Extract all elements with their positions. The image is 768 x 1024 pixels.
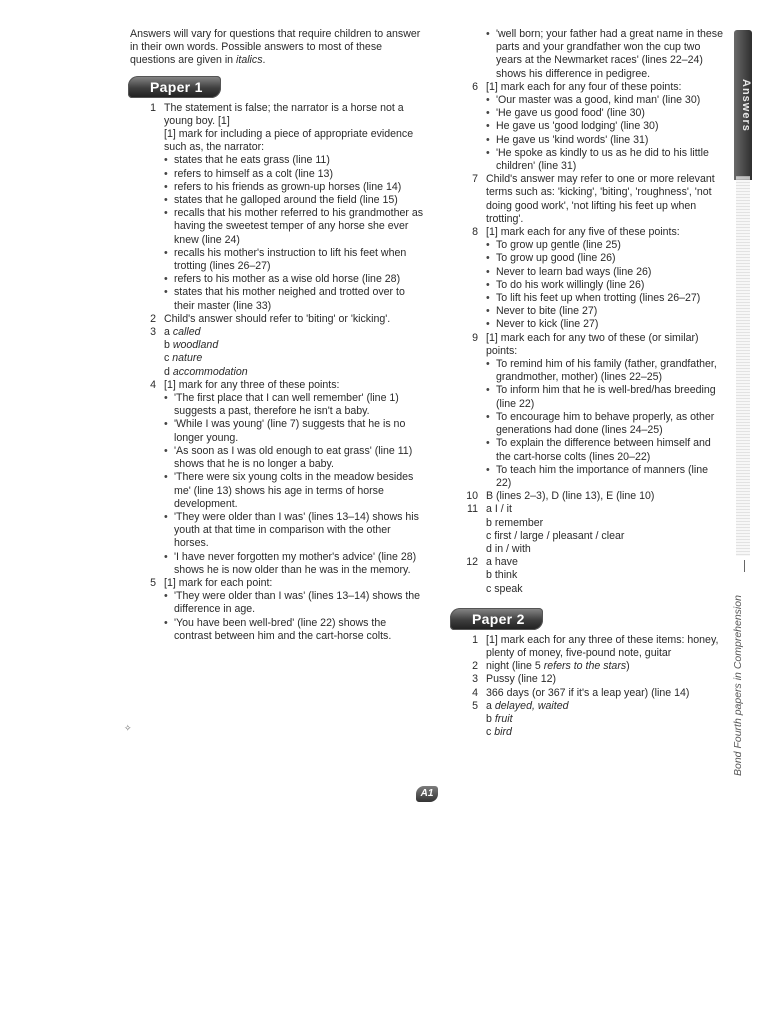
list-item: • To do his work willingly (line 26) (486, 279, 724, 292)
paper-1-heading: Paper 1 (128, 76, 221, 98)
list-item: • 'He spoke as kindly to us as he did to his little children' (line 31) (486, 147, 724, 173)
list-item: • To explain the difference between himself and the cart-horse colts (lines 20–22) (486, 437, 724, 463)
list-item: • 'The first place that I can well remember' (line 1) suggests a past, therefore he isn't a baby. (164, 392, 426, 418)
question-5-continued (452, 28, 724, 81)
question-7: 7 Child's answer may refer to one or more relevant terms such as: 'kicking', 'biting', 'roughness', 'not doing good work', 'not lifting his feet up when trotting'. (472, 173, 715, 225)
list-item: • He gave us 'kind words' (line 31) (486, 134, 724, 147)
list-item: • states that he eats grass (line 11) (164, 154, 426, 167)
list-item: • To lift his feet up when trotting (lines 26–27) (486, 292, 724, 305)
list-item: • 'As soon as I was old enough to eat grass' (line 11) shows that he is no longer a baby. (164, 445, 426, 471)
list-item: • 'While I was young' (line 7) suggests that he is no longer young. (164, 418, 426, 444)
question-8: 8 [1] mark each for any five of these points: • To grow up gentle (line 25) • To grow up good (line 26) • Never to learn bad ways (line 26) • To do his work willingly (line 26) • To lift his feet up when trotting (lines 26–27) • Never to bite (line 27) • Never to kick (line 27) (452, 226, 724, 332)
list-item: • 'There were six young colts in the meadow besides me' (line 13) shows his age in terms of horse development. (164, 471, 426, 511)
answers-side-tab-label: Answers (740, 78, 752, 132)
p2-question-2: 2 night (line 5 refers to the stars) (472, 660, 630, 673)
stray-mark: ✧ (124, 723, 132, 733)
question-4: 4 [1] mark for any three of these points: • 'The first place that I can well remember' (line 1) suggests a past, therefore he isn't a baby. • 'While I was young' (line 7) suggests that he is no longer young. • 'As soon as I was old enough to eat grass' (line 11) shows that he is no longer a baby. • 'There were six young colts in the meadow besides me' (line 13) shows his age in terms of horse development. • 'They were older than I was' (lines 13–14) shows his youth at that time in comparison with the other horses. • 'I have never forgotten my mother's advice' (line 28) shows he is now older than he was in the memory. (130, 379, 426, 577)
question-3: 3 a called b woodland c nature d accommodation (150, 326, 248, 378)
list-item: • 'Our master was a good, kind man' (line 30) (486, 94, 724, 107)
intro-text: Answers will vary for questions that require children to answer in their own words. Possible answers to most of these questions are given in italics. (130, 28, 421, 67)
list-item: • To teach him the importance of manners (line 22) (486, 464, 724, 490)
p2-question-4: 4 366 days (or 367 if it's a leap year) (line 14) (472, 686, 690, 699)
question-2: 2 Child's answer should refer to 'biting' or 'kicking'. (150, 312, 391, 325)
list-item: • Never to bite (line 27) (486, 305, 724, 318)
paper-2-heading: Paper 2 (450, 608, 543, 630)
p2-question-5: 5 a delayed, waited b fruit c bird (472, 699, 569, 739)
list-item: • refers to himself as a colt (line 13) (164, 168, 426, 181)
list-item: • 'well born; your father had a great name in these parts and your grandfather won the cup two years at the Newmarket races' (lines 22–24) shows his difference in pedigree. (486, 28, 724, 81)
book-series-title: Bond Fourth papers in Comprehension (732, 595, 744, 776)
question-6: 6 [1] mark each for any four of these points: • 'Our master was a good, kind man' (line 30) • 'He gave us good food' (line 30) • He gave us 'good lodging' (line 30) • He gave us 'kind words' (line 31) • 'He spoke as kindly to us as he did to his little children' (line 31) (452, 81, 724, 173)
list-item: • To remind him of his family (father, grandfather, grandmother, mother) (lines 22–25) (486, 358, 724, 384)
question-11: 11 a I / it b remember c first / large / pleasant / clear d in / with (467, 503, 625, 555)
left-column (130, 28, 426, 643)
question-10: 10 B (lines 2–3), D (line 13), E (line 10) (466, 490, 655, 503)
list-item: • 'They were older than I was' (lines 13–14) shows the difference in age. (164, 590, 426, 616)
list-item: • refers to his mother as a wise old horse (line 28) (164, 273, 426, 286)
question-9: 9 [1] mark each for any two of these (or similar) points: • To remind him of his family (father, grandfather, grandmother, mother) (lines 22–25) • To inform him that he is well-bred/has breeding (line 22) • To encourage him to behave properly, as other generations had done (lines 24–25) • To explain the difference between himself and the cart-horse colts (lines 20–22) • To teach him the importance of manners (line 22) (452, 332, 724, 490)
list-item: • He gave us 'good lodging' (line 30) (486, 120, 724, 133)
p2-question-3: 3 Pussy (line 12) (472, 673, 557, 686)
list-item: • To grow up gentle (line 25) (486, 239, 724, 252)
list-item: • 'I have never forgotten my mother's advice' (line 28) shows he is now older than he was in the memory. (164, 551, 426, 577)
list-item: • To grow up good (line 26) (486, 252, 724, 265)
question-5: 5 [1] mark for each point: • 'They were older than I was' (lines 13–14) shows the difference in age. • 'You have been well-bred' (line 22) shows the contrast between him and the cart-horse colts. (130, 577, 426, 643)
side-stipple (736, 176, 750, 556)
list-item: • 'He gave us good food' (line 30) (486, 107, 724, 120)
page-number: A1 (416, 786, 438, 802)
list-item: • To inform him that he is well-bred/has breeding (line 22) (486, 384, 724, 410)
list-item: • states that he galloped around the field (line 15) (164, 194, 426, 207)
list-item: • 'They were older than I was' (lines 13–14) shows his youth at that time in comparison with the other horses. (164, 511, 426, 551)
side-divider (744, 560, 745, 572)
list-item: • To encourage him to behave properly, as other generations had done (lines 24–25) (486, 411, 724, 437)
question-1: 1 The statement is false; the narrator is a horse not a young boy. [1] [1] mark for including a piece of appropriate evidence such as, the narrator: • states that he eats grass (line 11) • refers to himself as a colt (line 13) • refers to his friends as grown-up horses (line 14) • states that he galloped around the field (line 15) • recalls that his mother referred to his grandmother as having the sweetest temper of any horse she ever knew (line 24) • recalls his mother's instruction to lift his feet when trotting (lines 26–27) • refers to his mother as a wise old horse (line 28) • states that his mother neighed and trotted over to their master (line 33) (130, 102, 426, 313)
p2-question-1: 1 [1] mark each for any three of these items: honey, plenty of money, five-pound note, guitar (472, 633, 719, 659)
list-item: • recalls his mother's instruction to lift his feet when trotting (lines 26–27) (164, 247, 426, 273)
list-item: • Never to learn bad ways (line 26) (486, 266, 724, 279)
list-item: • states that his mother neighed and trotted over to their master (line 33) (164, 286, 426, 312)
list-item: • refers to his friends as grown-up horses (line 14) (164, 181, 426, 194)
list-item: • 'You have been well-bred' (line 22) shows the contrast between him and the cart-horse colts. (164, 617, 426, 643)
list-item: • Never to kick (line 27) (486, 318, 724, 331)
list-item: • recalls that his mother referred to his grandmother as having the sweetest temper of any horse she ever knew (line 24) (164, 207, 426, 247)
question-12: 12 a have b think c speak (466, 556, 523, 595)
right-column (452, 28, 724, 739)
